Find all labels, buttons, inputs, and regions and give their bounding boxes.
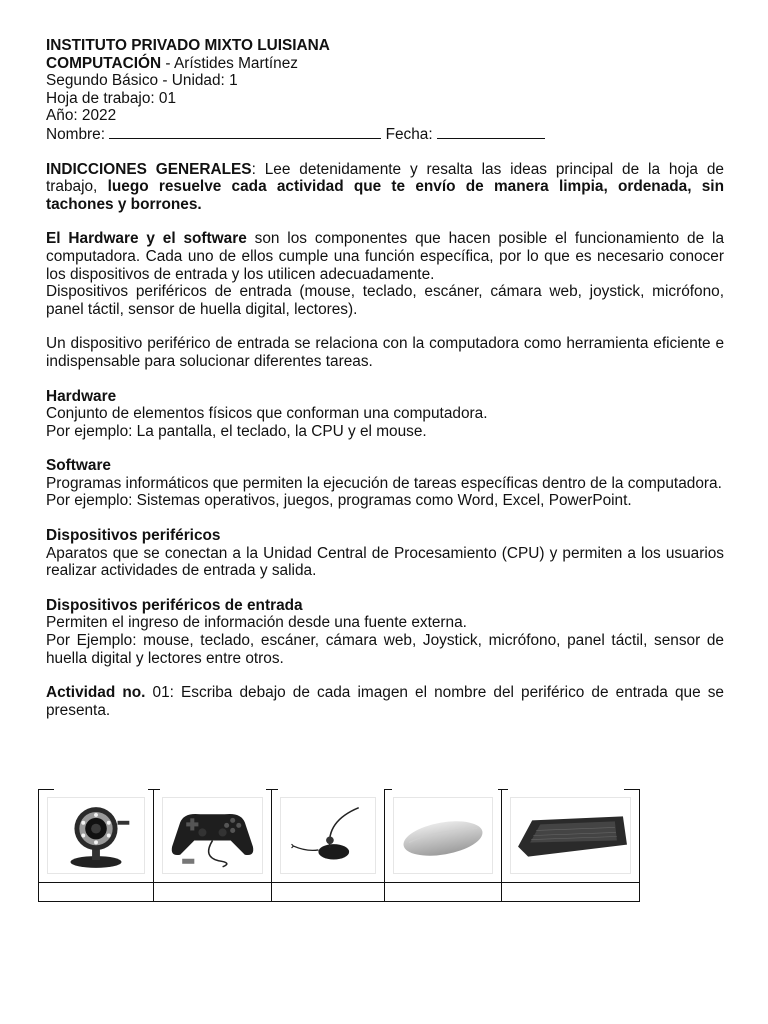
input-peripherals-definition: Permiten el ingreso de información desde una fuente externa.: [46, 614, 467, 632]
mouse-icon: [393, 797, 493, 874]
webcam-icon: [47, 797, 145, 874]
hw-sw-text: son los componentes que hacen posible el funcionamiento de la computadora. Cada uno de ellos cumple una función específica, por lo que es necesario conocer los dispositivos de entrada y los utilicen adecuadamente.: [46, 230, 725, 283]
grade-line: Segundo Básico - Unidad: 1: [46, 72, 238, 90]
subject: COMPUTACIÓN: [46, 54, 162, 72]
hw-sw-paragraph: [46, 230, 724, 283]
peripherals-definition: Aparatos que se conectan a la Unidad Central de Procesamiento (CPU) y permiten a los usuarios realizar actividades de entrada y salida.: [46, 544, 724, 580]
input-peripherals-example: Por Ejemplo: mouse, teclado, escáner, cámara web, Joystick, micrófono, panel táctil, sensor de huella digital y lectores entre otros.: [46, 632, 724, 667]
worksheet: [46, 37, 724, 719]
hardware-title: Hardware: [46, 387, 117, 405]
answer-cell-1[interactable]: [38, 882, 153, 902]
image-cell-mouse: [384, 789, 501, 882]
keyboard-icon: [510, 797, 631, 874]
name-date-line: [46, 125, 724, 144]
software-definition: Programas informáticos que permiten la ejecución de tareas específicas dentro de la computadora.: [46, 474, 722, 492]
subject-line: [46, 55, 724, 73]
hw-sw-title: El Hardware y el software: [46, 230, 247, 248]
answer-cell-3[interactable]: [271, 882, 384, 902]
peripherals-title: Dispositivos periféricos: [46, 527, 221, 545]
hardware-example: Por ejemplo: La pantalla, el teclado, la CPU y el mouse.: [46, 422, 427, 440]
image-cell-webcam: [38, 789, 153, 882]
activity-table: [38, 789, 640, 902]
activity-instruction: [46, 684, 724, 719]
input-peripherals-title: Dispositivos periféricos de entrada: [46, 596, 303, 614]
date-blank[interactable]: [437, 125, 545, 139]
microphone-icon: [280, 797, 376, 874]
software-example: Por ejemplo: Sistemas operativos, juegos, programas como Word, Excel, PowerPoint.: [46, 492, 632, 510]
instructions-emphasis: luego resuelve cada actividad que te envío de manera limpia, ordenada, sin tachones y borrones.: [46, 178, 724, 213]
header: [46, 37, 724, 144]
general-instructions: [46, 161, 724, 214]
devices-paragraph: Dispositivos periféricos de entrada (mouse, teclado, escáner, cámara web, joystick, micrófono, panel táctil, sensor de huella digital, lectores).: [46, 283, 724, 318]
teacher: - Arístides Martínez: [161, 54, 298, 72]
name-label: Nombre:: [46, 125, 106, 143]
instructions-title: INDICCIONES GENERALES: [46, 160, 252, 178]
answer-cell-4[interactable]: [384, 882, 501, 902]
instructions-text: : Lee detenidamente y resalta las ideas principal de la hoja de trabajo,: [46, 160, 724, 196]
answer-cell-2[interactable]: [153, 882, 271, 902]
gamepad-icon: [162, 797, 263, 874]
year-line: Año: 2022: [46, 107, 117, 125]
answer-cell-5[interactable]: [501, 882, 640, 902]
hardware-definition: Conjunto de elementos físicos que conforman una computadora.: [46, 405, 488, 423]
activity-label: Actividad no.: [46, 684, 146, 702]
sheet-line: Hoja de trabajo: 01: [46, 89, 177, 107]
software-title: Software: [46, 457, 111, 475]
image-cell-gamepad: [153, 789, 271, 882]
name-blank[interactable]: [109, 125, 381, 139]
date-label: Fecha:: [385, 125, 433, 143]
image-cell-microphone: [271, 789, 384, 882]
relation-paragraph: Un dispositivo periférico de entrada se relaciona con la computadora como herramienta eficiente e indispensable para solucionar diferentes tareas.: [46, 335, 724, 370]
institute-name: INSTITUTO PRIVADO MIXTO LUISIANA: [46, 37, 330, 54]
activity-text: 01: Escriba debajo de cada imagen el nombre del periférico de entrada que se presenta.: [46, 684, 724, 719]
image-cell-keyboard: [501, 789, 640, 882]
